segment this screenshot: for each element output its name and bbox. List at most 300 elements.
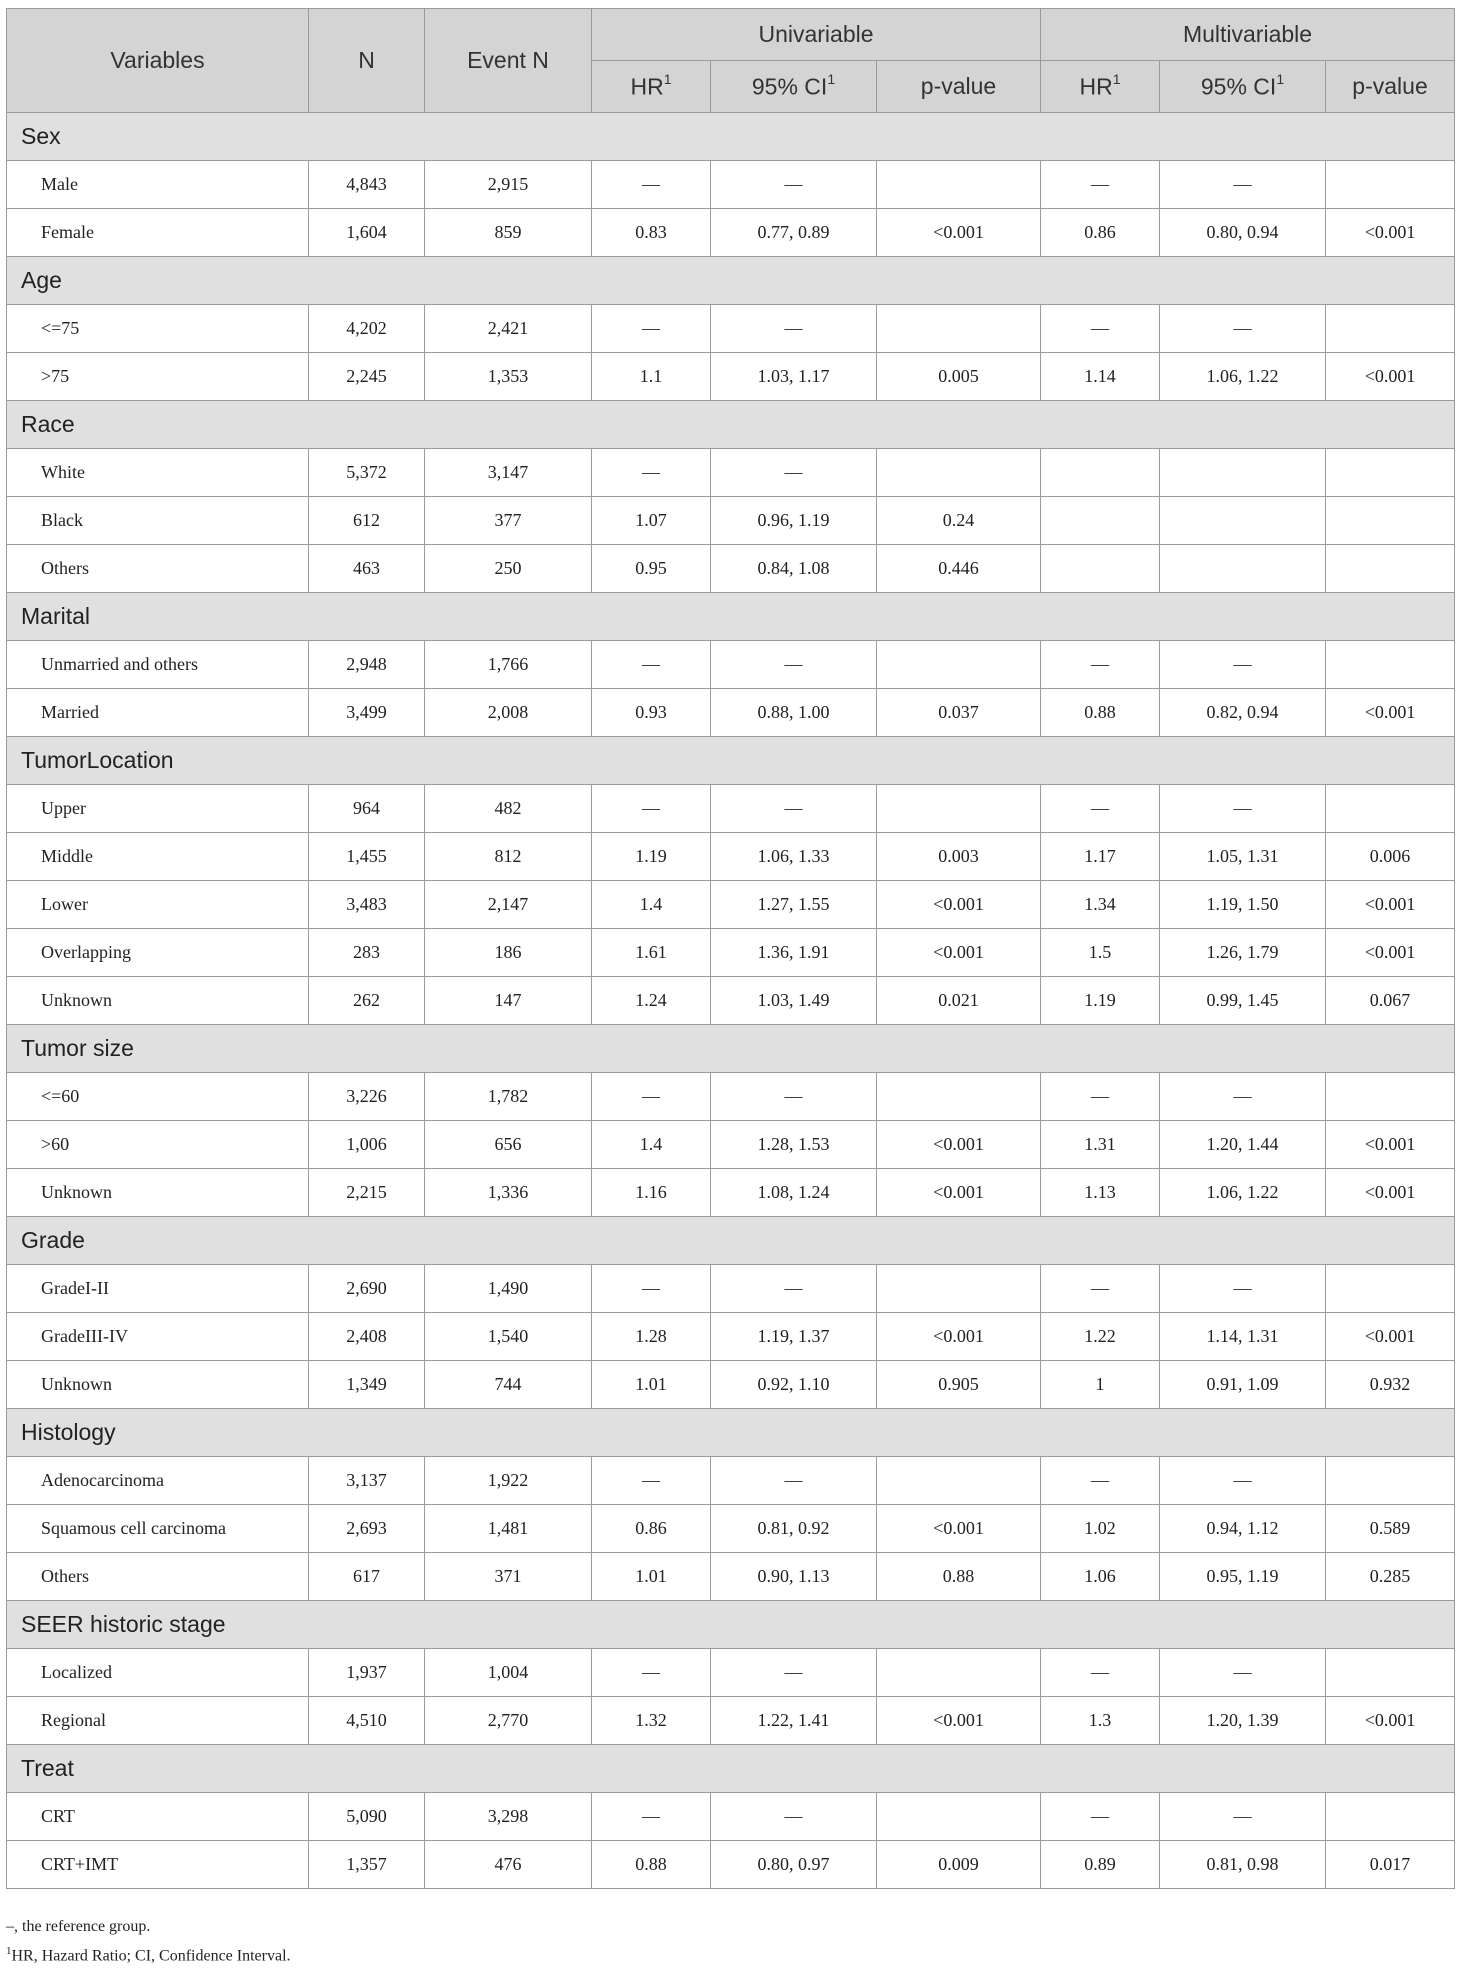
- multi-hr-cell: 1.06: [1041, 1553, 1160, 1601]
- event-n-cell: 2,147: [425, 881, 592, 929]
- uni-hr-cell: 1.16: [592, 1169, 711, 1217]
- group-header-row: [7, 113, 1455, 161]
- uni-pvalue-cell: [877, 449, 1041, 497]
- table-row: [7, 929, 1455, 977]
- multi-ci-cell: —: [1160, 1649, 1326, 1697]
- multi-pvalue-cell: [1326, 785, 1455, 833]
- multi-hr-cell: 1.02: [1041, 1505, 1160, 1553]
- uni-hr-cell: 1.4: [592, 1121, 711, 1169]
- uni-pvalue-cell: [877, 785, 1041, 833]
- uni-ci-cell: 1.03, 1.17: [711, 353, 877, 401]
- multi-ci-cell: 0.94, 1.12: [1160, 1505, 1326, 1553]
- header-uni-pvalue: p-value: [877, 61, 1041, 113]
- multi-hr-cell: 1.13: [1041, 1169, 1160, 1217]
- uni-pvalue-cell: 0.24: [877, 497, 1041, 545]
- uni-ci-cell: —: [711, 785, 877, 833]
- table-row: [7, 1169, 1455, 1217]
- uni-ci-cell: 1.19, 1.37: [711, 1313, 877, 1361]
- group-header-row: [7, 401, 1455, 449]
- group-label: TumorLocation: [7, 737, 1455, 785]
- n-cell: 3,137: [309, 1457, 425, 1505]
- row-label: GradeI-II: [7, 1265, 309, 1313]
- uni-ci-cell: 0.96, 1.19: [711, 497, 877, 545]
- header-event-n: Event N: [425, 9, 592, 113]
- uni-pvalue-cell: <0.001: [877, 1121, 1041, 1169]
- group-label: Histology: [7, 1409, 1455, 1457]
- event-n-cell: 371: [425, 1553, 592, 1601]
- n-cell: 3,226: [309, 1073, 425, 1121]
- n-cell: 2,215: [309, 1169, 425, 1217]
- n-cell: 612: [309, 497, 425, 545]
- uni-hr-cell: 0.86: [592, 1505, 711, 1553]
- n-cell: 5,090: [309, 1793, 425, 1841]
- multi-pvalue-cell: <0.001: [1326, 1169, 1455, 1217]
- group-label: Race: [7, 401, 1455, 449]
- event-n-cell: 1,540: [425, 1313, 592, 1361]
- uni-ci-cell: 0.90, 1.13: [711, 1553, 877, 1601]
- event-n-cell: 744: [425, 1361, 592, 1409]
- multi-hr-cell: —: [1041, 305, 1160, 353]
- uni-hr-cell: —: [592, 1649, 711, 1697]
- multi-hr-cell: 1.17: [1041, 833, 1160, 881]
- uni-pvalue-cell: 0.009: [877, 1841, 1041, 1889]
- multi-ci-cell: —: [1160, 1457, 1326, 1505]
- multi-hr-cell: 0.88: [1041, 689, 1160, 737]
- row-label: Unmarried and others: [7, 641, 309, 689]
- row-label: GradeIII-IV: [7, 1313, 309, 1361]
- group-label: Treat: [7, 1745, 1455, 1793]
- event-n-cell: 3,298: [425, 1793, 592, 1841]
- multi-pvalue-cell: <0.001: [1326, 1121, 1455, 1169]
- table-row: [7, 545, 1455, 593]
- uni-ci-cell: 0.84, 1.08: [711, 545, 877, 593]
- uni-pvalue-cell: 0.905: [877, 1361, 1041, 1409]
- row-label: Others: [7, 1553, 309, 1601]
- multi-ci-cell: —: [1160, 161, 1326, 209]
- table-row: [7, 1361, 1455, 1409]
- multi-pvalue-cell: 0.067: [1326, 977, 1455, 1025]
- hazard-ratio-table: [6, 8, 1455, 1889]
- uni-ci-cell: 1.36, 1.91: [711, 929, 877, 977]
- row-label: Upper: [7, 785, 309, 833]
- footnote-reference: –, the reference group.: [6, 1918, 151, 1935]
- uni-hr-cell: 1.19: [592, 833, 711, 881]
- uni-hr-cell: 1.1: [592, 353, 711, 401]
- uni-hr-cell: —: [592, 305, 711, 353]
- event-n-cell: 1,353: [425, 353, 592, 401]
- event-n-cell: 1,004: [425, 1649, 592, 1697]
- n-cell: 1,006: [309, 1121, 425, 1169]
- n-cell: 2,408: [309, 1313, 425, 1361]
- uni-pvalue-cell: <0.001: [877, 1169, 1041, 1217]
- uni-ci-cell: 0.80, 0.97: [711, 1841, 877, 1889]
- uni-hr-cell: 0.88: [592, 1841, 711, 1889]
- uni-hr-cell: 1.32: [592, 1697, 711, 1745]
- row-label: Male: [7, 161, 309, 209]
- uni-ci-cell: —: [711, 1793, 877, 1841]
- n-cell: 4,202: [309, 305, 425, 353]
- table-row: [7, 1841, 1455, 1889]
- group-label: SEER historic stage: [7, 1601, 1455, 1649]
- row-label: Female: [7, 209, 309, 257]
- row-label: Lower: [7, 881, 309, 929]
- row-label: >60: [7, 1121, 309, 1169]
- footnote-abbreviations: $^1$HR, Hazard Ratio; CI, Confidence Interval.: [6, 1945, 291, 1965]
- uni-pvalue-cell: [877, 1649, 1041, 1697]
- multi-ci-cell: 1.06, 1.22: [1160, 353, 1326, 401]
- group-header-row: [7, 593, 1455, 641]
- row-label: Adenocarcinoma: [7, 1457, 309, 1505]
- group-label: Sex: [7, 113, 1455, 161]
- n-cell: 3,483: [309, 881, 425, 929]
- uni-ci-cell: 0.88, 1.00: [711, 689, 877, 737]
- multi-pvalue-cell: [1326, 1649, 1455, 1697]
- uni-pvalue-cell: <0.001: [877, 929, 1041, 977]
- multi-pvalue-cell: [1326, 449, 1455, 497]
- group-label: Grade: [7, 1217, 1455, 1265]
- multi-ci-cell: [1160, 497, 1326, 545]
- uni-hr-cell: 1.01: [592, 1553, 711, 1601]
- uni-ci-cell: 0.81, 0.92: [711, 1505, 877, 1553]
- row-label: Unknown: [7, 1361, 309, 1409]
- header-n: N: [309, 9, 425, 113]
- header-uni-hr: $HR^1$: [592, 61, 711, 113]
- n-cell: 964: [309, 785, 425, 833]
- row-label: Middle: [7, 833, 309, 881]
- multi-hr-cell: —: [1041, 161, 1160, 209]
- multi-pvalue-cell: 0.017: [1326, 1841, 1455, 1889]
- group-header-row: [7, 1409, 1455, 1457]
- row-label: <=60: [7, 1073, 309, 1121]
- multi-pvalue-cell: [1326, 161, 1455, 209]
- multi-hr-cell: 1: [1041, 1361, 1160, 1409]
- uni-ci-cell: 1.22, 1.41: [711, 1697, 877, 1745]
- table-row: [7, 353, 1455, 401]
- table-row: [7, 1505, 1455, 1553]
- header-variables: Variables: [7, 9, 309, 113]
- multi-hr-cell: 1.34: [1041, 881, 1160, 929]
- multi-pvalue-cell: [1326, 1793, 1455, 1841]
- uni-ci-cell: 1.27, 1.55: [711, 881, 877, 929]
- multi-pvalue-cell: <0.001: [1326, 353, 1455, 401]
- multi-hr-cell: [1041, 545, 1160, 593]
- row-label: Overlapping: [7, 929, 309, 977]
- table-row: [7, 689, 1455, 737]
- event-n-cell: 3,147: [425, 449, 592, 497]
- header-multi-pvalue: p-value: [1326, 61, 1455, 113]
- row-label: CRT+IMT: [7, 1841, 309, 1889]
- event-n-cell: 1,336: [425, 1169, 592, 1217]
- n-cell: 4,843: [309, 161, 425, 209]
- header-multi-ci: 95% $CI^1$: [1160, 61, 1326, 113]
- multi-pvalue-cell: <0.001: [1326, 209, 1455, 257]
- header-multi-hr: $HR^1$: [1041, 61, 1160, 113]
- uni-pvalue-cell: 0.021: [877, 977, 1041, 1025]
- uni-hr-cell: 1.28: [592, 1313, 711, 1361]
- uni-hr-cell: 1.4: [592, 881, 711, 929]
- multi-pvalue-cell: [1326, 641, 1455, 689]
- n-cell: 5,372: [309, 449, 425, 497]
- event-n-cell: 2,770: [425, 1697, 592, 1745]
- row-label: Others: [7, 545, 309, 593]
- uni-pvalue-cell: <0.001: [877, 209, 1041, 257]
- header-uni-ci: 95% $CI^1$: [711, 61, 877, 113]
- row-label: Squamous cell carcinoma: [7, 1505, 309, 1553]
- uni-ci-cell: —: [711, 641, 877, 689]
- uni-pvalue-cell: [877, 1265, 1041, 1313]
- multi-hr-cell: 1.14: [1041, 353, 1160, 401]
- uni-hr-cell: 0.93: [592, 689, 711, 737]
- multi-ci-cell: 0.99, 1.45: [1160, 977, 1326, 1025]
- multi-hr-cell: [1041, 497, 1160, 545]
- table-row: [7, 833, 1455, 881]
- multi-hr-cell: —: [1041, 1073, 1160, 1121]
- uni-hr-cell: —: [592, 641, 711, 689]
- multi-pvalue-cell: [1326, 1265, 1455, 1313]
- table-row: [7, 881, 1455, 929]
- table-row: [7, 209, 1455, 257]
- table-row: [7, 161, 1455, 209]
- multi-ci-cell: 1.20, 1.44: [1160, 1121, 1326, 1169]
- event-n-cell: 859: [425, 209, 592, 257]
- multi-ci-cell: —: [1160, 1073, 1326, 1121]
- group-header-row: [7, 1025, 1455, 1073]
- event-n-cell: 482: [425, 785, 592, 833]
- uni-pvalue-cell: 0.446: [877, 545, 1041, 593]
- uni-pvalue-cell: <0.001: [877, 1697, 1041, 1745]
- uni-pvalue-cell: 0.005: [877, 353, 1041, 401]
- event-n-cell: 377: [425, 497, 592, 545]
- multi-ci-cell: 0.80, 0.94: [1160, 209, 1326, 257]
- event-n-cell: 250: [425, 545, 592, 593]
- n-cell: 1,937: [309, 1649, 425, 1697]
- multi-hr-cell: —: [1041, 1265, 1160, 1313]
- table-row: [7, 785, 1455, 833]
- event-n-cell: 1,490: [425, 1265, 592, 1313]
- n-cell: 2,693: [309, 1505, 425, 1553]
- multi-hr-cell: —: [1041, 1793, 1160, 1841]
- table-footnotes: [6, 1915, 291, 1968]
- uni-ci-cell: 1.08, 1.24: [711, 1169, 877, 1217]
- uni-hr-cell: —: [592, 1073, 711, 1121]
- row-label: Unknown: [7, 977, 309, 1025]
- header-multivariable: Multivariable: [1041, 9, 1455, 61]
- group-header-row: [7, 1217, 1455, 1265]
- table-row: [7, 449, 1455, 497]
- multi-hr-cell: —: [1041, 641, 1160, 689]
- uni-ci-cell: —: [711, 161, 877, 209]
- uni-hr-cell: —: [592, 1457, 711, 1505]
- table-row: [7, 1457, 1455, 1505]
- table-row: [7, 1313, 1455, 1361]
- row-label: CRT: [7, 1793, 309, 1841]
- event-n-cell: 476: [425, 1841, 592, 1889]
- n-cell: 283: [309, 929, 425, 977]
- uni-hr-cell: —: [592, 1793, 711, 1841]
- multi-pvalue-cell: [1326, 1457, 1455, 1505]
- event-n-cell: 1,922: [425, 1457, 592, 1505]
- uni-pvalue-cell: [877, 1793, 1041, 1841]
- multi-pvalue-cell: [1326, 545, 1455, 593]
- multi-pvalue-cell: 0.285: [1326, 1553, 1455, 1601]
- event-n-cell: 812: [425, 833, 592, 881]
- multi-pvalue-cell: [1326, 1073, 1455, 1121]
- uni-ci-cell: 0.92, 1.10: [711, 1361, 877, 1409]
- multi-hr-cell: —: [1041, 785, 1160, 833]
- group-header-row: [7, 737, 1455, 785]
- event-n-cell: 1,782: [425, 1073, 592, 1121]
- uni-ci-cell: 1.28, 1.53: [711, 1121, 877, 1169]
- table-body: [7, 113, 1455, 1889]
- uni-hr-cell: —: [592, 161, 711, 209]
- group-header-row: [7, 257, 1455, 305]
- multi-pvalue-cell: <0.001: [1326, 689, 1455, 737]
- multi-pvalue-cell: <0.001: [1326, 881, 1455, 929]
- uni-pvalue-cell: [877, 305, 1041, 353]
- multi-hr-cell: 1.22: [1041, 1313, 1160, 1361]
- uni-ci-cell: —: [711, 305, 877, 353]
- uni-pvalue-cell: [877, 161, 1041, 209]
- uni-hr-cell: 0.95: [592, 545, 711, 593]
- multi-hr-cell: 1.19: [1041, 977, 1160, 1025]
- group-label: Age: [7, 257, 1455, 305]
- n-cell: 3,499: [309, 689, 425, 737]
- event-n-cell: 147: [425, 977, 592, 1025]
- row-label: White: [7, 449, 309, 497]
- n-cell: 1,357: [309, 1841, 425, 1889]
- multi-pvalue-cell: [1326, 305, 1455, 353]
- table-row: [7, 1649, 1455, 1697]
- results-table-container: [6, 8, 1454, 1889]
- row-label: Married: [7, 689, 309, 737]
- event-n-cell: 2,008: [425, 689, 592, 737]
- uni-pvalue-cell: <0.001: [877, 1505, 1041, 1553]
- multi-ci-cell: —: [1160, 785, 1326, 833]
- uni-hr-cell: 1.01: [592, 1361, 711, 1409]
- multi-hr-cell: 0.86: [1041, 209, 1160, 257]
- multi-pvalue-cell: <0.001: [1326, 1313, 1455, 1361]
- multi-pvalue-cell: [1326, 497, 1455, 545]
- n-cell: 1,349: [309, 1361, 425, 1409]
- table-row: [7, 1073, 1455, 1121]
- multi-ci-cell: [1160, 449, 1326, 497]
- multi-ci-cell: 0.81, 0.98: [1160, 1841, 1326, 1889]
- uni-pvalue-cell: <0.001: [877, 881, 1041, 929]
- group-label: Marital: [7, 593, 1455, 641]
- row-label: Localized: [7, 1649, 309, 1697]
- uni-pvalue-cell: 0.003: [877, 833, 1041, 881]
- n-cell: 463: [309, 545, 425, 593]
- multi-pvalue-cell: 0.589: [1326, 1505, 1455, 1553]
- table-row: [7, 305, 1455, 353]
- multi-ci-cell: 1.26, 1.79: [1160, 929, 1326, 977]
- multi-ci-cell: 0.95, 1.19: [1160, 1553, 1326, 1601]
- table-row: [7, 1553, 1455, 1601]
- event-n-cell: 2,421: [425, 305, 592, 353]
- table-row: [7, 1793, 1455, 1841]
- table-row: [7, 1265, 1455, 1313]
- n-cell: 2,690: [309, 1265, 425, 1313]
- event-n-cell: 1,766: [425, 641, 592, 689]
- multi-hr-cell: —: [1041, 1649, 1160, 1697]
- table-header: [7, 9, 1455, 113]
- n-cell: 4,510: [309, 1697, 425, 1745]
- n-cell: 2,948: [309, 641, 425, 689]
- multi-hr-cell: [1041, 449, 1160, 497]
- multi-hr-cell: 1.3: [1041, 1697, 1160, 1745]
- uni-ci-cell: —: [711, 1457, 877, 1505]
- multi-hr-cell: 1.31: [1041, 1121, 1160, 1169]
- uni-hr-cell: 0.83: [592, 209, 711, 257]
- multi-ci-cell: [1160, 545, 1326, 593]
- event-n-cell: 656: [425, 1121, 592, 1169]
- multi-ci-cell: 1.20, 1.39: [1160, 1697, 1326, 1745]
- uni-hr-cell: —: [592, 449, 711, 497]
- multi-ci-cell: 0.82, 0.94: [1160, 689, 1326, 737]
- multi-hr-cell: —: [1041, 1457, 1160, 1505]
- row-label: >75: [7, 353, 309, 401]
- uni-ci-cell: —: [711, 1265, 877, 1313]
- uni-ci-cell: —: [711, 449, 877, 497]
- event-n-cell: 1,481: [425, 1505, 592, 1553]
- uni-hr-cell: 1.24: [592, 977, 711, 1025]
- uni-ci-cell: 0.77, 0.89: [711, 209, 877, 257]
- group-header-row: [7, 1745, 1455, 1793]
- uni-hr-cell: —: [592, 785, 711, 833]
- n-cell: 2,245: [309, 353, 425, 401]
- row-label: Unknown: [7, 1169, 309, 1217]
- row-label: Black: [7, 497, 309, 545]
- event-n-cell: 186: [425, 929, 592, 977]
- multi-pvalue-cell: <0.001: [1326, 929, 1455, 977]
- table-row: [7, 641, 1455, 689]
- uni-pvalue-cell: [877, 1457, 1041, 1505]
- multi-pvalue-cell: 0.932: [1326, 1361, 1455, 1409]
- table-row: [7, 1121, 1455, 1169]
- uni-hr-cell: 1.61: [592, 929, 711, 977]
- multi-ci-cell: —: [1160, 305, 1326, 353]
- uni-pvalue-cell: [877, 641, 1041, 689]
- uni-ci-cell: 1.03, 1.49: [711, 977, 877, 1025]
- uni-pvalue-cell: 0.88: [877, 1553, 1041, 1601]
- uni-pvalue-cell: 0.037: [877, 689, 1041, 737]
- group-label: Tumor size: [7, 1025, 1455, 1073]
- row-label: <=75: [7, 305, 309, 353]
- uni-ci-cell: —: [711, 1649, 877, 1697]
- n-cell: 1,455: [309, 833, 425, 881]
- multi-ci-cell: —: [1160, 1265, 1326, 1313]
- event-n-cell: 2,915: [425, 161, 592, 209]
- uni-hr-cell: —: [592, 1265, 711, 1313]
- multi-pvalue-cell: <0.001: [1326, 1697, 1455, 1745]
- row-label: Regional: [7, 1697, 309, 1745]
- table-row: [7, 977, 1455, 1025]
- multi-ci-cell: —: [1160, 1793, 1326, 1841]
- table-row: [7, 1697, 1455, 1745]
- n-cell: 1,604: [309, 209, 425, 257]
- table-row: [7, 497, 1455, 545]
- uni-pvalue-cell: <0.001: [877, 1313, 1041, 1361]
- header-univariable: Univariable: [592, 9, 1041, 61]
- uni-ci-cell: —: [711, 1073, 877, 1121]
- multi-ci-cell: 1.14, 1.31: [1160, 1313, 1326, 1361]
- multi-pvalue-cell: 0.006: [1326, 833, 1455, 881]
- multi-ci-cell: 1.06, 1.22: [1160, 1169, 1326, 1217]
- uni-ci-cell: 1.06, 1.33: [711, 833, 877, 881]
- group-header-row: [7, 1601, 1455, 1649]
- multi-ci-cell: —: [1160, 641, 1326, 689]
- uni-pvalue-cell: [877, 1073, 1041, 1121]
